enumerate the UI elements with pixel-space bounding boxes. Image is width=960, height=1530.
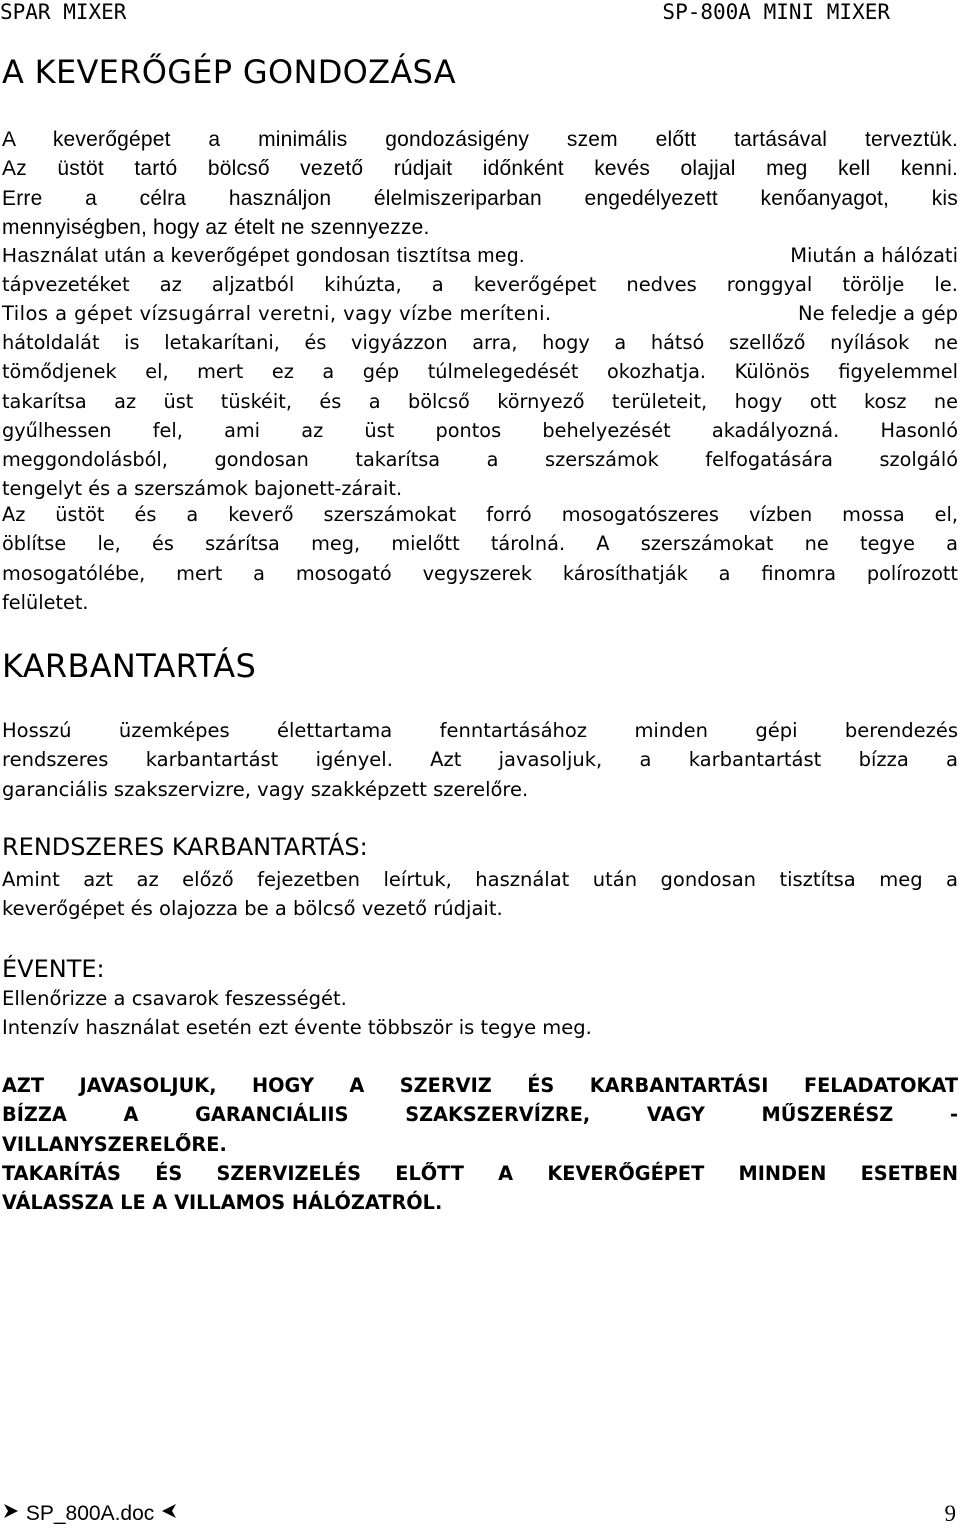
text-line: Ne feledje a gép bbox=[798, 302, 958, 325]
maintenance-paragraph bbox=[2, 716, 958, 804]
arrow-right-icon bbox=[2, 1500, 20, 1528]
footer-filename-group bbox=[2, 1500, 178, 1528]
care-paragraph-vents bbox=[2, 328, 958, 504]
text-line: Amint azt az előző fejezetben leírtuk, használat után gondosan tisztítsa meg a bbox=[2, 868, 958, 891]
section-title-regular: RENDSZERES KARBANTARTÁS: bbox=[2, 833, 368, 861]
care-paragraph-cleaning bbox=[2, 270, 958, 299]
text-line: gyűlhessen fel, ami az üst pontos behelyezését akadályozná. Hasonló bbox=[2, 418, 958, 442]
warning-line: TAKARÍTÁS ÉS SZERVIZELÉS ELŐTT A KEVERŐGÉPET MINDEN ESETBEN bbox=[2, 1161, 958, 1185]
text-line: keverőgépet és olajozza be a bölcső vezető rúdjait. bbox=[2, 897, 503, 921]
text-line: takarítsa az üst tüskéit, és a bölcső környező területeit, hogy ott kosz ne bbox=[2, 389, 958, 413]
section-title-maintenance: KARBANTARTÁS bbox=[2, 647, 257, 685]
text-line: Tilos a gépet vízsugárral veretni, vagy vízbe meríteni. bbox=[2, 302, 552, 325]
text-line: Miután a hálózati bbox=[790, 244, 958, 267]
text-line: mosogatólébe, mert a mosogató vegyszerek károsíthatják a finomra polírozott bbox=[2, 561, 958, 585]
care-line-warning bbox=[2, 299, 958, 329]
arrow-left-icon bbox=[160, 1500, 178, 1528]
text-line: tápvezetéket az aljzatból kihúzta, a keverőgépet nedves ronggyal törölje le. bbox=[2, 273, 958, 296]
text-line: mennyiségben, hogy az ételt ne szennyezze. bbox=[2, 215, 430, 239]
text-line: tömődjenek el, mert ez a gép túlmelegedését okozhatja. Különös figyelemmel bbox=[2, 360, 958, 384]
text-line: öblítse le, és szárítsa meg, mielőtt tárolná. A szerszámokat ne tegye a bbox=[2, 532, 958, 556]
care-line-usage bbox=[2, 241, 958, 271]
text-line: Intenzív használat esetén ezt évente többször is tegye meg. bbox=[2, 1016, 592, 1040]
page-number: 9 bbox=[944, 1501, 956, 1526]
warning-block bbox=[2, 1071, 958, 1217]
page-header bbox=[0, 0, 960, 26]
warning-line: VÁLASSZA LE A VILLAMOS HÁLÓZATRÓL. bbox=[2, 1191, 443, 1215]
warning-line: AZT JAVASOLJUK, HOGY A SZERVIZ ÉS KARBANTARTÁSI FELADATOKAT bbox=[2, 1074, 958, 1097]
text-line: hátoldalát is letakarítani, és vigyázzon arra, hogy a hátsó szellőző nyílások ne bbox=[2, 331, 958, 354]
text-line: Az üstöt tartó bölcső vezető rúdjait időnként kevés olajjal meg kell kenni. bbox=[2, 157, 958, 181]
text-line: A keverőgépet a minimális gondozásigény szem előtt tartásával terveztük. bbox=[2, 128, 958, 151]
text-line: meggondolásból, gondosan takarítsa a szerszámok felfogatására szolgáló bbox=[2, 448, 958, 472]
care-paragraph-washing bbox=[2, 500, 958, 617]
text-line: tengelyt és a szerszámok bajonett-zárait. bbox=[2, 477, 403, 501]
text-line: Használat után a keverőgépet gondosan tisztítsa meg. bbox=[2, 244, 526, 267]
text-line: garanciális szakszervizre, vagy szakképzett szerelőre. bbox=[2, 777, 529, 801]
warning-line: BÍZZA A GARANCIÁLIIS SZAKSZERVÍZRE, VAGY MŰSZERÉSZ - bbox=[2, 1103, 958, 1127]
care-paragraph-1 bbox=[2, 125, 958, 242]
header-brand: SPAR MIXER bbox=[0, 0, 127, 24]
footer-filename: SP_800A.doc bbox=[25, 1502, 155, 1525]
section-title-yearly: ÉVENTE: bbox=[2, 955, 105, 983]
text-line: Erre a célra használjon élelmiszeriparban engedélyezett kenőanyagot, kis bbox=[2, 186, 958, 210]
text-line: rendszeres karbantartást igényel. Azt javasoljuk, a karbantartást bízza a bbox=[2, 748, 958, 772]
page-footer bbox=[2, 1500, 958, 1530]
header-model: SP-800A MINI MIXER bbox=[662, 0, 890, 24]
warning-line: VILLANYSZERELŐRE. bbox=[2, 1132, 227, 1156]
section-title-care: A KEVERŐGÉP GONDOZÁSA bbox=[2, 53, 456, 91]
text-line: Ellenőrizze a csavarok feszességét. bbox=[2, 987, 347, 1010]
regular-paragraph bbox=[2, 865, 958, 924]
text-line: Hosszú üzemképes élettartama fenntartásához minden gépi berendezés bbox=[2, 719, 958, 742]
text-line: felületet. bbox=[2, 590, 89, 614]
yearly-paragraph bbox=[2, 984, 958, 1043]
text-line: Az üstöt és a keverő szerszámokat forró mosogatószeres vízben mossa el, bbox=[2, 503, 958, 526]
